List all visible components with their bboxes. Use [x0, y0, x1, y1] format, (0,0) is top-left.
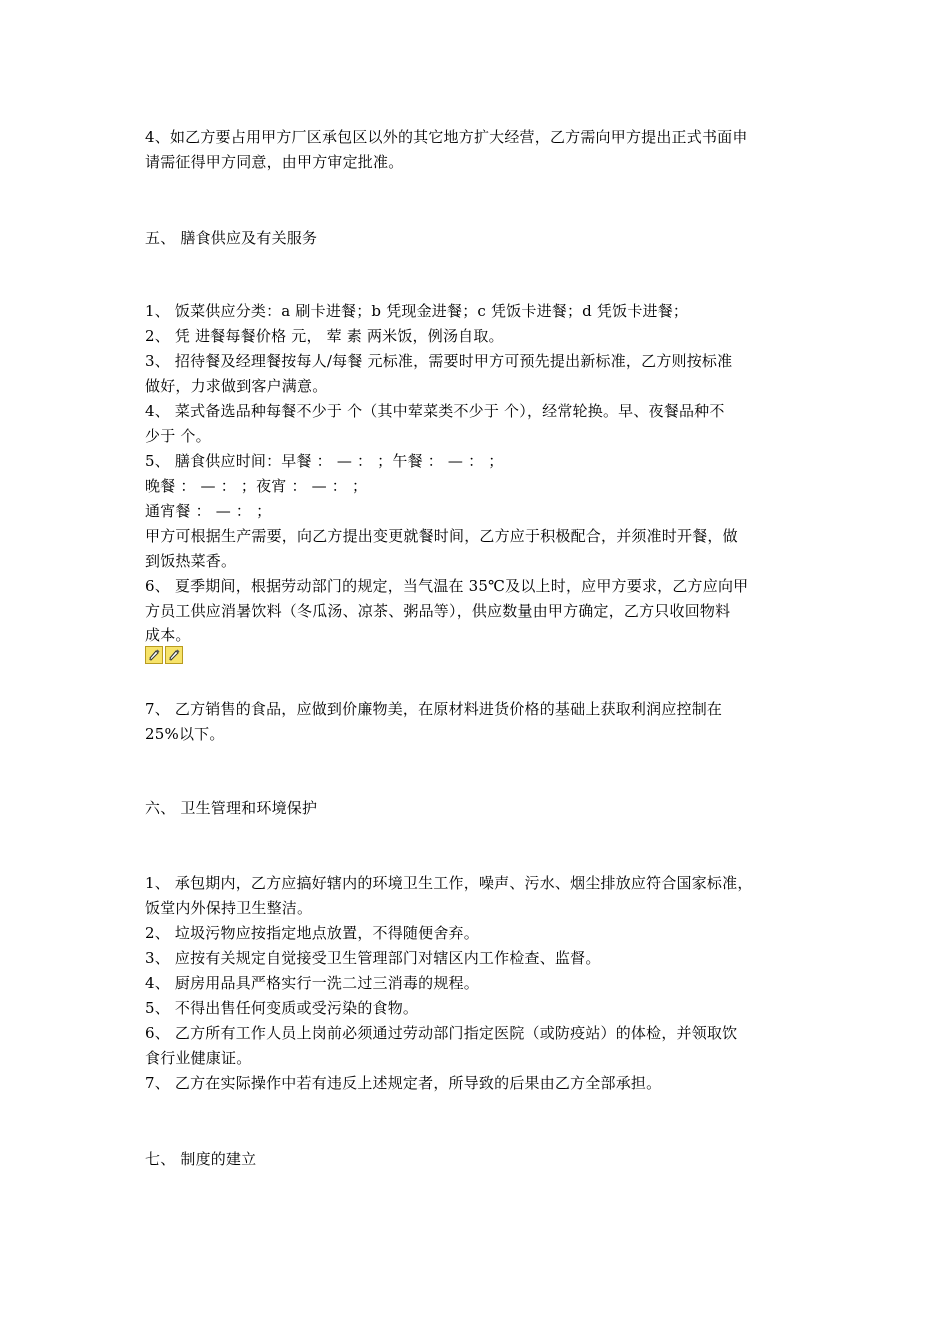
paragraph-line: 饭堂内外保持卫生整洁。	[145, 899, 313, 917]
edit-icon[interactable]	[145, 646, 163, 664]
paragraph-line: 方员工供应消暑饮料（冬瓜汤、凉茶、粥品等），供应数量由甲方确定，乙方只收回物料	[145, 602, 731, 620]
paragraph-line: 2、 垃圾污物应按指定地点放置，不得随便舍弃。	[145, 924, 479, 942]
paragraph-line: 1、 承包期内，乙方应搞好辖内的环境卫生工作，噪声、污水、烟尘排放应符合国家标准，	[145, 874, 753, 892]
paragraph-line: 甲方可根据生产需要，向乙方提出变更就餐时间，乙方应于积极配合，并须准时开餐，做	[145, 527, 738, 545]
paragraph-line: 2、 凭 进餐每餐价格 元， 荤 素 两米饭，例汤自取。	[145, 327, 504, 345]
section-heading: 七、 制度的建立	[145, 1150, 257, 1168]
paragraph-line: 3、 招待餐及经理餐按每人/每餐 元标准，需要时甲方可预先提出新标准，乙方则按标准	[145, 352, 733, 370]
paragraph-line: 5、 膳食供应时间：早餐 ： — ： ；午餐 ： — ： ；	[145, 452, 504, 470]
paragraph-line: 25%以下。	[145, 725, 225, 743]
paragraph-line: 1、 饭菜供应分类：a 刷卡进餐；b 凭现金进餐；c 凭饭卡进餐；d 凭饭卡进餐；	[145, 302, 689, 320]
paragraph-line: 请需征得甲方同意，由甲方审定批准。	[145, 153, 404, 171]
paragraph-line: 7、 乙方在实际操作中若有违反上述规定者，所导致的后果由乙方全部承担。	[145, 1074, 662, 1092]
embedded-object-icons	[145, 646, 183, 664]
paragraph-line: 通宵餐 ： — ： ；	[145, 502, 272, 520]
paragraph-line: 7、 乙方销售的食品，应做到价廉物美，在原材料进货价格的基础上获取利润应控制在	[145, 700, 723, 718]
paragraph-line: 做好，力求做到客户满意。	[145, 377, 328, 395]
paragraph-line: 到饭热菜香。	[145, 552, 237, 570]
paragraph-line: 晚餐 ： — ： ；夜宵 ： — ： ；	[145, 477, 368, 495]
paragraph-line: 4、 菜式备选品种每餐不少于 个（其中荤菜类不少于 个），经常轮换。早、夜餐品种不	[145, 402, 725, 420]
section-heading: 六、 卫生管理和环境保护	[145, 799, 318, 817]
paragraph-line: 6、 夏季期间，根据劳动部门的规定，当气温在 35℃及以上时，应甲方要求，乙方应向甲	[145, 577, 749, 595]
edit-icon[interactable]	[165, 646, 183, 664]
paragraph-line: 4、如乙方要占用甲方厂区承包区以外的其它地方扩大经营，乙方需向甲方提出正式书面申	[145, 128, 748, 146]
section-heading: 五、 膳食供应及有关服务	[145, 229, 318, 247]
paragraph-line: 成本。	[145, 626, 191, 644]
paragraph-line: 3、 应按有关规定自觉接受卫生管理部门对辖区内工作检查、监督。	[145, 949, 601, 967]
paragraph-line: 4、 厨房用品具严格实行一洗二过三消毒的规程。	[145, 974, 479, 992]
paragraph-line: 少于 个。	[145, 427, 211, 445]
paragraph-line: 5、 不得出售任何变质或受污染的食物。	[145, 999, 419, 1017]
paragraph-line: 食行业健康证。	[145, 1049, 252, 1067]
paragraph-line: 6、 乙方所有工作人员上岗前必须通过劳动部门指定医院（或防疫站）的体检，并领取饮	[145, 1024, 738, 1042]
